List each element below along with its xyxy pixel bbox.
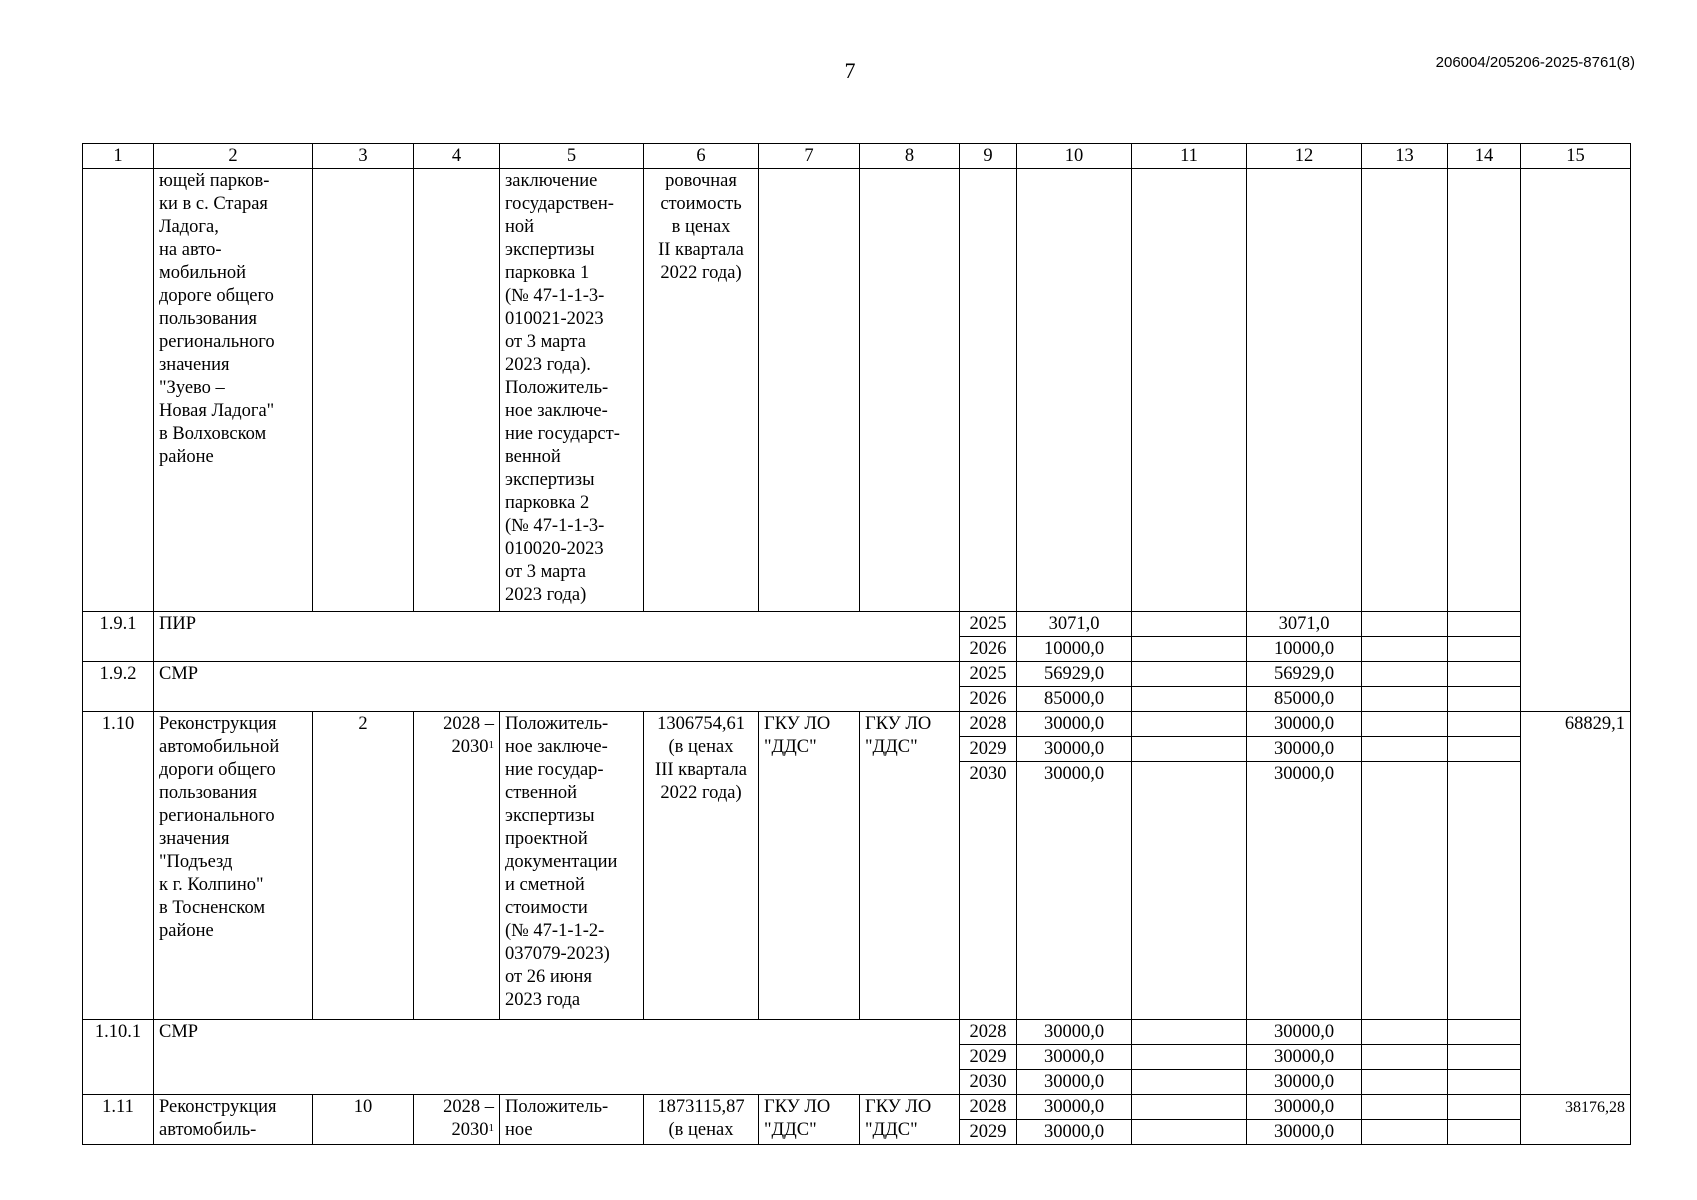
cell-period bbox=[414, 1095, 500, 1145]
cell-c11 bbox=[1132, 637, 1247, 662]
cell-c12: 56929,0 bbox=[1247, 662, 1362, 687]
col-header: 10 bbox=[1017, 144, 1132, 169]
cell-c14 bbox=[1448, 762, 1521, 1020]
col-header: 9 bbox=[960, 144, 1017, 169]
cell-c11 bbox=[1132, 1095, 1247, 1120]
cell-c3 bbox=[313, 169, 414, 612]
cell-year: 2030 bbox=[960, 762, 1017, 1020]
cell-expertise: Положитель- ное bbox=[500, 1095, 644, 1145]
cell-year: 2029 bbox=[960, 1045, 1017, 1070]
cell-c12: 30000,0 bbox=[1247, 1070, 1362, 1095]
cell-c8 bbox=[860, 169, 960, 612]
cell-object-name: Реконструкция автомобильной дороги общего пользования регионального значения "Подъезд к г. Колпино" в Тосненском районе bbox=[154, 712, 313, 1020]
cell-period bbox=[414, 712, 500, 1020]
cell-c12: 30000,0 bbox=[1247, 1020, 1362, 1045]
program-table bbox=[82, 143, 1631, 1145]
col-header: 13 bbox=[1362, 144, 1448, 169]
cell-c4 bbox=[414, 169, 500, 612]
cell-c12: 30000,0 bbox=[1247, 737, 1362, 762]
cell-c13 bbox=[1362, 687, 1448, 712]
cell-c15: 68829,1 bbox=[1521, 712, 1631, 1020]
cell-c14 bbox=[1448, 1045, 1521, 1070]
cell-c12: 30000,0 bbox=[1247, 1120, 1362, 1145]
cell-c13 bbox=[1362, 1095, 1448, 1120]
period-text: 2028 – 2030 bbox=[443, 714, 494, 757]
cell-year: 2029 bbox=[960, 737, 1017, 762]
cell-c12: 3071,0 bbox=[1247, 612, 1362, 637]
table-row-1-9-continuation bbox=[83, 169, 1631, 612]
cell-c14 bbox=[1448, 169, 1521, 612]
cell-c9 bbox=[960, 169, 1017, 612]
cell-number bbox=[83, 169, 154, 612]
cell-c12: 10000,0 bbox=[1247, 637, 1362, 662]
cell-c11 bbox=[1132, 1020, 1247, 1045]
cell-cost: 1306754,61 (в ценах III квартала 2022 года) bbox=[644, 712, 759, 1020]
cell-number: 1.11 bbox=[83, 1095, 154, 1145]
cell-c11 bbox=[1132, 169, 1247, 612]
cell-year: 2026 bbox=[960, 687, 1017, 712]
cell-c13 bbox=[1362, 1045, 1448, 1070]
cell-c10: 30000,0 bbox=[1017, 737, 1132, 762]
cell-c13 bbox=[1362, 169, 1448, 612]
cell-c10: 30000,0 bbox=[1017, 762, 1132, 1020]
cell-object-name: Реконструкция автомобиль- bbox=[154, 1095, 313, 1145]
cell-c15: 38176,28 bbox=[1521, 1095, 1631, 1145]
col-header: 14 bbox=[1448, 144, 1521, 169]
cell-c13 bbox=[1362, 1020, 1448, 1045]
col-header: 5 bbox=[500, 144, 644, 169]
cell-c15 bbox=[1521, 169, 1631, 612]
cell-number: 1.10 bbox=[83, 712, 154, 1020]
cell-c12: 30000,0 bbox=[1247, 1045, 1362, 1070]
cell-c11 bbox=[1132, 662, 1247, 687]
table-row-1-11 bbox=[83, 1095, 1631, 1120]
cell-year: 2030 bbox=[960, 1070, 1017, 1095]
cell-c11 bbox=[1132, 612, 1247, 637]
document-code: 206004/205206-2025-8761(8) bbox=[1435, 54, 1635, 71]
cell-c10: 10000,0 bbox=[1017, 637, 1132, 662]
cell-customer: ГКУ ЛО "ДДС" bbox=[759, 1095, 860, 1145]
col-header: 3 bbox=[313, 144, 414, 169]
cell-c10: 30000,0 bbox=[1017, 1045, 1132, 1070]
column-number-header bbox=[83, 144, 1631, 169]
cell-c13 bbox=[1362, 712, 1448, 737]
cell-c11 bbox=[1132, 712, 1247, 737]
cell-cost: ровочная стоимость в ценах II квартала 2022 года) bbox=[644, 169, 759, 612]
cell-year: 2028 bbox=[960, 1095, 1017, 1120]
cell-c14 bbox=[1448, 1020, 1521, 1045]
table-row-1-9-1 bbox=[83, 612, 1631, 637]
cell-year: 2029 bbox=[960, 1120, 1017, 1145]
cell-c10: 30000,0 bbox=[1017, 1020, 1132, 1045]
cell-year: 2028 bbox=[960, 712, 1017, 737]
cell-c12: 30000,0 bbox=[1247, 762, 1362, 1020]
cell-c13 bbox=[1362, 637, 1448, 662]
cell-c15 bbox=[1521, 612, 1631, 712]
cell-c12: 30000,0 bbox=[1247, 1095, 1362, 1120]
cell-work-type: СМР bbox=[154, 1020, 960, 1095]
col-header: 6 bbox=[644, 144, 759, 169]
cell-c10 bbox=[1017, 169, 1132, 612]
cell-c14 bbox=[1448, 612, 1521, 637]
cell-year: 2025 bbox=[960, 612, 1017, 637]
cell-c14 bbox=[1448, 1095, 1521, 1120]
cell-c13 bbox=[1362, 762, 1448, 1020]
cell-c14 bbox=[1448, 637, 1521, 662]
cell-c10: 30000,0 bbox=[1017, 1095, 1132, 1120]
table-row-1-10-1 bbox=[83, 1020, 1631, 1045]
cell-customer: ГКУ ЛО "ДДС" bbox=[759, 712, 860, 1020]
cell-c3: 2 bbox=[313, 712, 414, 1020]
cell-c11 bbox=[1132, 1070, 1247, 1095]
cell-year: 2025 bbox=[960, 662, 1017, 687]
cell-c10: 30000,0 bbox=[1017, 1120, 1132, 1145]
cell-c13 bbox=[1362, 737, 1448, 762]
cell-expertise: Положитель- ное заключе- ние государ- ственной экспертизы проектной документации и сметной стоимости (№ 47-1-1-2- 037079-2023) от 26 июня 2023 года bbox=[500, 712, 644, 1020]
col-header: 11 bbox=[1132, 144, 1247, 169]
cell-expertise: заключение государствен- ной экспертизы парковка 1 (№ 47-1-1-3- 010021-2023 от 3 марта 2023 года). Положитель- ное заключе- ние государст- венной экспертизы парковка 2 (№ 47-1-1-3- 010020-2023 от 3 марта 2023 года) bbox=[500, 169, 644, 612]
cell-c10: 30000,0 bbox=[1017, 712, 1132, 737]
cell-c3: 10 bbox=[313, 1095, 414, 1145]
cell-c10: 30000,0 bbox=[1017, 1070, 1132, 1095]
cell-c11 bbox=[1132, 737, 1247, 762]
cell-work-type: СМР bbox=[154, 662, 960, 712]
col-header: 4 bbox=[414, 144, 500, 169]
cell-object-name: ющей парков- ки в с. Старая Ладога, на авто- мобильной дороге общего пользования регионального значения "Зуево – Новая Ладога" в Волховском районе bbox=[154, 169, 313, 612]
col-header: 8 bbox=[860, 144, 960, 169]
cell-c14 bbox=[1448, 687, 1521, 712]
cell-number: 1.9.1 bbox=[83, 612, 154, 662]
cell-c14 bbox=[1448, 737, 1521, 762]
cell-c10: 85000,0 bbox=[1017, 687, 1132, 712]
cell-c10: 56929,0 bbox=[1017, 662, 1132, 687]
cell-c14 bbox=[1448, 1070, 1521, 1095]
cell-c12 bbox=[1247, 169, 1362, 612]
col-header: 2 bbox=[154, 144, 313, 169]
cell-year: 2028 bbox=[960, 1020, 1017, 1045]
table-row-1-9-2 bbox=[83, 662, 1631, 687]
page-number: 7 bbox=[844, 58, 856, 83]
col-header: 7 bbox=[759, 144, 860, 169]
cell-c15 bbox=[1521, 1020, 1631, 1095]
cell-c12: 85000,0 bbox=[1247, 687, 1362, 712]
cell-c13 bbox=[1362, 612, 1448, 637]
cell-c11 bbox=[1132, 687, 1247, 712]
cell-c13 bbox=[1362, 1070, 1448, 1095]
cell-number: 1.9.2 bbox=[83, 662, 154, 712]
period-text: 2028 – 2030 bbox=[443, 1097, 494, 1140]
col-header: 1 bbox=[83, 144, 154, 169]
cell-c14 bbox=[1448, 1120, 1521, 1145]
cell-c11 bbox=[1132, 762, 1247, 1020]
cell-c10: 3071,0 bbox=[1017, 612, 1132, 637]
cell-c11 bbox=[1132, 1120, 1247, 1145]
cell-year: 2026 bbox=[960, 637, 1017, 662]
footnote-mark: 1 bbox=[488, 739, 494, 751]
cell-c7 bbox=[759, 169, 860, 612]
cell-c14 bbox=[1448, 662, 1521, 687]
cell-work-type: ПИР bbox=[154, 612, 960, 662]
col-header: 12 bbox=[1247, 144, 1362, 169]
cell-c13 bbox=[1362, 662, 1448, 687]
cell-c13 bbox=[1362, 1120, 1448, 1145]
cell-number: 1.10.1 bbox=[83, 1020, 154, 1095]
cell-developer: ГКУ ЛО "ДДС" bbox=[860, 1095, 960, 1145]
cell-c14 bbox=[1448, 712, 1521, 737]
cell-c11 bbox=[1132, 1045, 1247, 1070]
cell-c12: 30000,0 bbox=[1247, 712, 1362, 737]
table-row-1-10 bbox=[83, 712, 1631, 737]
cell-developer: ГКУ ЛО "ДДС" bbox=[860, 712, 960, 1020]
footnote-mark: 1 bbox=[488, 1122, 494, 1134]
col-header: 15 bbox=[1521, 144, 1631, 169]
cell-cost: 1873115,87 (в ценах bbox=[644, 1095, 759, 1145]
